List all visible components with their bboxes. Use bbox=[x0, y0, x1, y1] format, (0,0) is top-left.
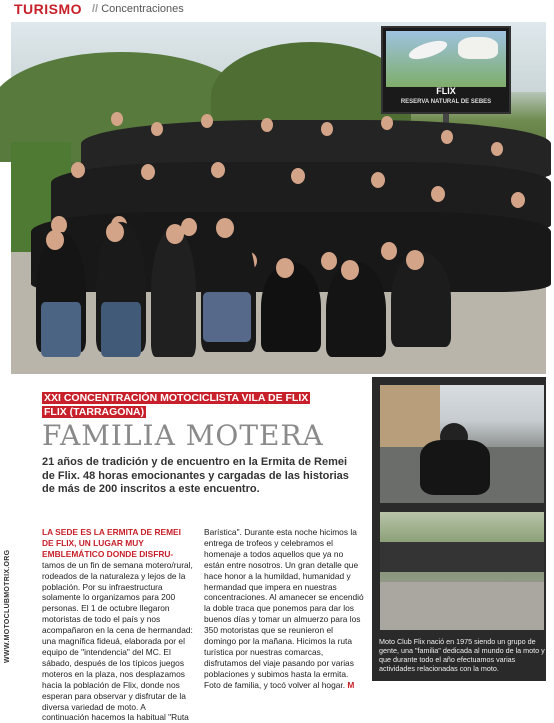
article-kicker bbox=[42, 391, 310, 419]
section-title: TURISMO bbox=[14, 1, 83, 17]
photo-street bbox=[380, 582, 544, 630]
flix-billboard bbox=[381, 26, 511, 114]
article-lead: 21 años de tradición y de encuentro en la Ermita de Remei de Flix. 48 horas emocionantes y cargadas de las historias de más de 200 inscritos a este encuentro. bbox=[42, 456, 349, 495]
article-title: FAMILIA MOTERA bbox=[42, 419, 324, 452]
kicker-location: FLIX (TARRAGONA) bbox=[44, 406, 145, 418]
crowd-of-bikers bbox=[51, 112, 551, 362]
group-photo bbox=[11, 22, 546, 374]
billboard-tagline: RESERVA NATURAL DE SEBES bbox=[400, 99, 492, 105]
goat-figure bbox=[458, 37, 498, 59]
photo-caption: Moto Club Flix nació en 1975 siendo un grupo de gente, una "familia" dedicada al mundo de la moto y que durante todo el año efectuamos varias actividades relacionadas con la moto. bbox=[379, 637, 545, 673]
stork-figure bbox=[407, 37, 449, 63]
billboard-name: FLIX bbox=[436, 86, 456, 96]
article-column-1 bbox=[42, 527, 194, 723]
end-mark: M bbox=[347, 679, 355, 690]
column-1-body: tamos de un fin de semana motero/rural, rodeados de la naturaleza y lejos de la población. Por su infraestructura solamente lo organizamos para 200 personas. El 1 de octubre llegaron motoristas de todo el país y nos acompañaron en la cena de hermandad: una magnífica fideuá, elaborada por el equipo de "intendencia" del MC. El sábado, después de los típicos juegos moteros en la plaza, nos desplazamos hacia la población de Flix, donde nos esperan para observar y disfrutar de la diversa variedad de moto. A continuación hacemos la habitual "Ruta bbox=[42, 559, 193, 723]
photo-motorcycle bbox=[420, 440, 490, 495]
section-subtitle bbox=[92, 3, 184, 15]
website-url: WWW.MOTOCLUBMOTRIX.ORG bbox=[4, 549, 11, 663]
billboard-image bbox=[386, 31, 506, 87]
street-crowd-photo bbox=[380, 512, 544, 630]
vertical-website bbox=[3, 545, 15, 665]
page-header bbox=[0, 0, 554, 20]
photo-spectators bbox=[380, 542, 544, 572]
column-lead-in: LA SEDE ES LA ERMITA DE REMEI DE FLIX, UN LUGAR MUY EMBLEMÁTICO DONDE DISFRU- bbox=[42, 527, 181, 559]
subsection-label: Concentraciones bbox=[101, 3, 184, 15]
column-2-body: Barística". Durante esta noche hicimos la entrega de trofeos y celebramos el homenaje a todos aquellos que ya no están entre nosotros. Un gran detalle que hace honor a la humildad, humanidad y hermandad que impera en nuestras concentraciones. Al amanecer se encendió la doble traca que ponemos para dar los buenos días y tomar un almuerzo para los 350 motoristas que se reunieron el domingo por la mañana. Hicimos la ruta turística por nuestras comarcas, disfrutamos del viaje pasando por varias poblaciones y subimos hasta la ermita. Foto de familia, y tocó volver al hogar. bbox=[204, 527, 364, 690]
motorcycle-parade-photo bbox=[380, 385, 544, 503]
kicker-event: XXI CONCENTRACIÓN MOTOCICLISTA VILA DE FLIX bbox=[44, 392, 309, 404]
section-separator: // bbox=[92, 3, 99, 15]
article-column-2 bbox=[204, 527, 364, 691]
